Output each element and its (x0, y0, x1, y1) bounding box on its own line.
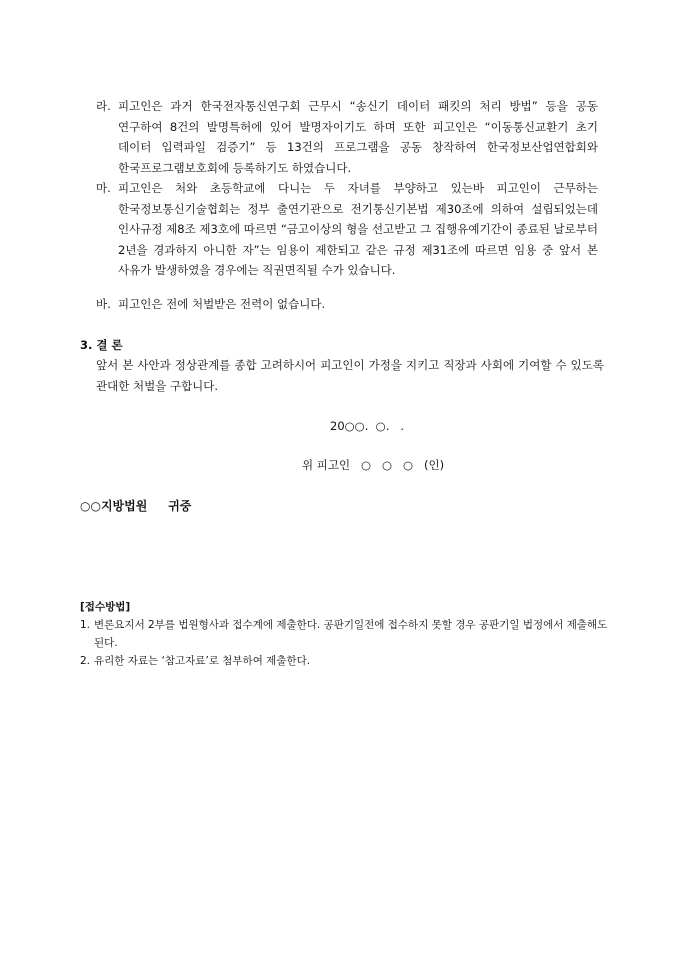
submission-method-title: [접수방법] (80, 601, 131, 613)
submission-item-1 (80, 616, 610, 652)
submission-item-text: 유리한 자료는 ‘참고자료’로 첨부하여 제출한다. (94, 655, 311, 667)
list-item-text: 피고인은 전에 처벌받은 전력이 없습니다. (118, 297, 326, 311)
signature-line: 위 피고인 ○ ○ ○ (인) (302, 458, 445, 472)
court-addressee: ○○지방법원 귀중 (80, 499, 192, 513)
list-item-text: 피고인은 처와 초등학교에 다니는 두 자녀를 부양하고 있는바 피고인이 근무하는 한국정보통신기술협회는 정부 출연기관으로 전기통신기본법 제30조에 의하여 설립되었는데 인사규정 제8조 제3호에 따르면 “금고이상의 형을 선고받고 그 집행유예기간이 종료된 날로부터 2년을 경과하지 아니한 자”는 임용이 제한되고 같은 규정 제31조에 따르면 임용 중 앞서 본 사유가 발생하였을 경우에는 직권면직될 수가 있습니다. (118, 181, 598, 277)
date-line: 20○○. ○. . (330, 419, 404, 433)
list-item-ma (96, 178, 598, 281)
section-heading-conclusion: 3. 결 론 (80, 338, 123, 352)
list-item-ra (96, 96, 598, 178)
list-item-text: 피고인은 과거 한국전자통신연구회 근무시 “송신기 데이터 패킷의 처리 방법” 등을 공동 연구하여 8건의 발명특허에 있어 발명자이기도 하며 또한 피고인은 “이동통신교환기 초기 데이터 입력파일 검증기” 등 13건의 프로그램을 공동 창작하여 한국정보산업연합회와 한국프로그램보호회에 등록하기도 하였습니다. (118, 99, 598, 175)
list-marker: 마. (96, 181, 111, 195)
submission-item-2 (80, 652, 610, 670)
list-marker: 바. (96, 297, 111, 311)
list-marker: 라. (96, 99, 111, 113)
conclusion-paragraph: 앞서 본 사안과 정상관계를 종합 고려하시어 피고인이 가정을 지키고 직장과 사회에 기여할 수 있도록 관대한 처벌을 구합니다. (96, 358, 604, 393)
list-marker: 1. (80, 619, 91, 631)
list-item-ba (96, 294, 598, 315)
list-marker: 2. (80, 655, 91, 667)
submission-item-text: 변론요지서 2부를 법원형사과 접수계에 제출한다. 공판기일전에 접수하지 못할 경우 공판기일 법정에서 제출해도 된다. (94, 619, 608, 649)
